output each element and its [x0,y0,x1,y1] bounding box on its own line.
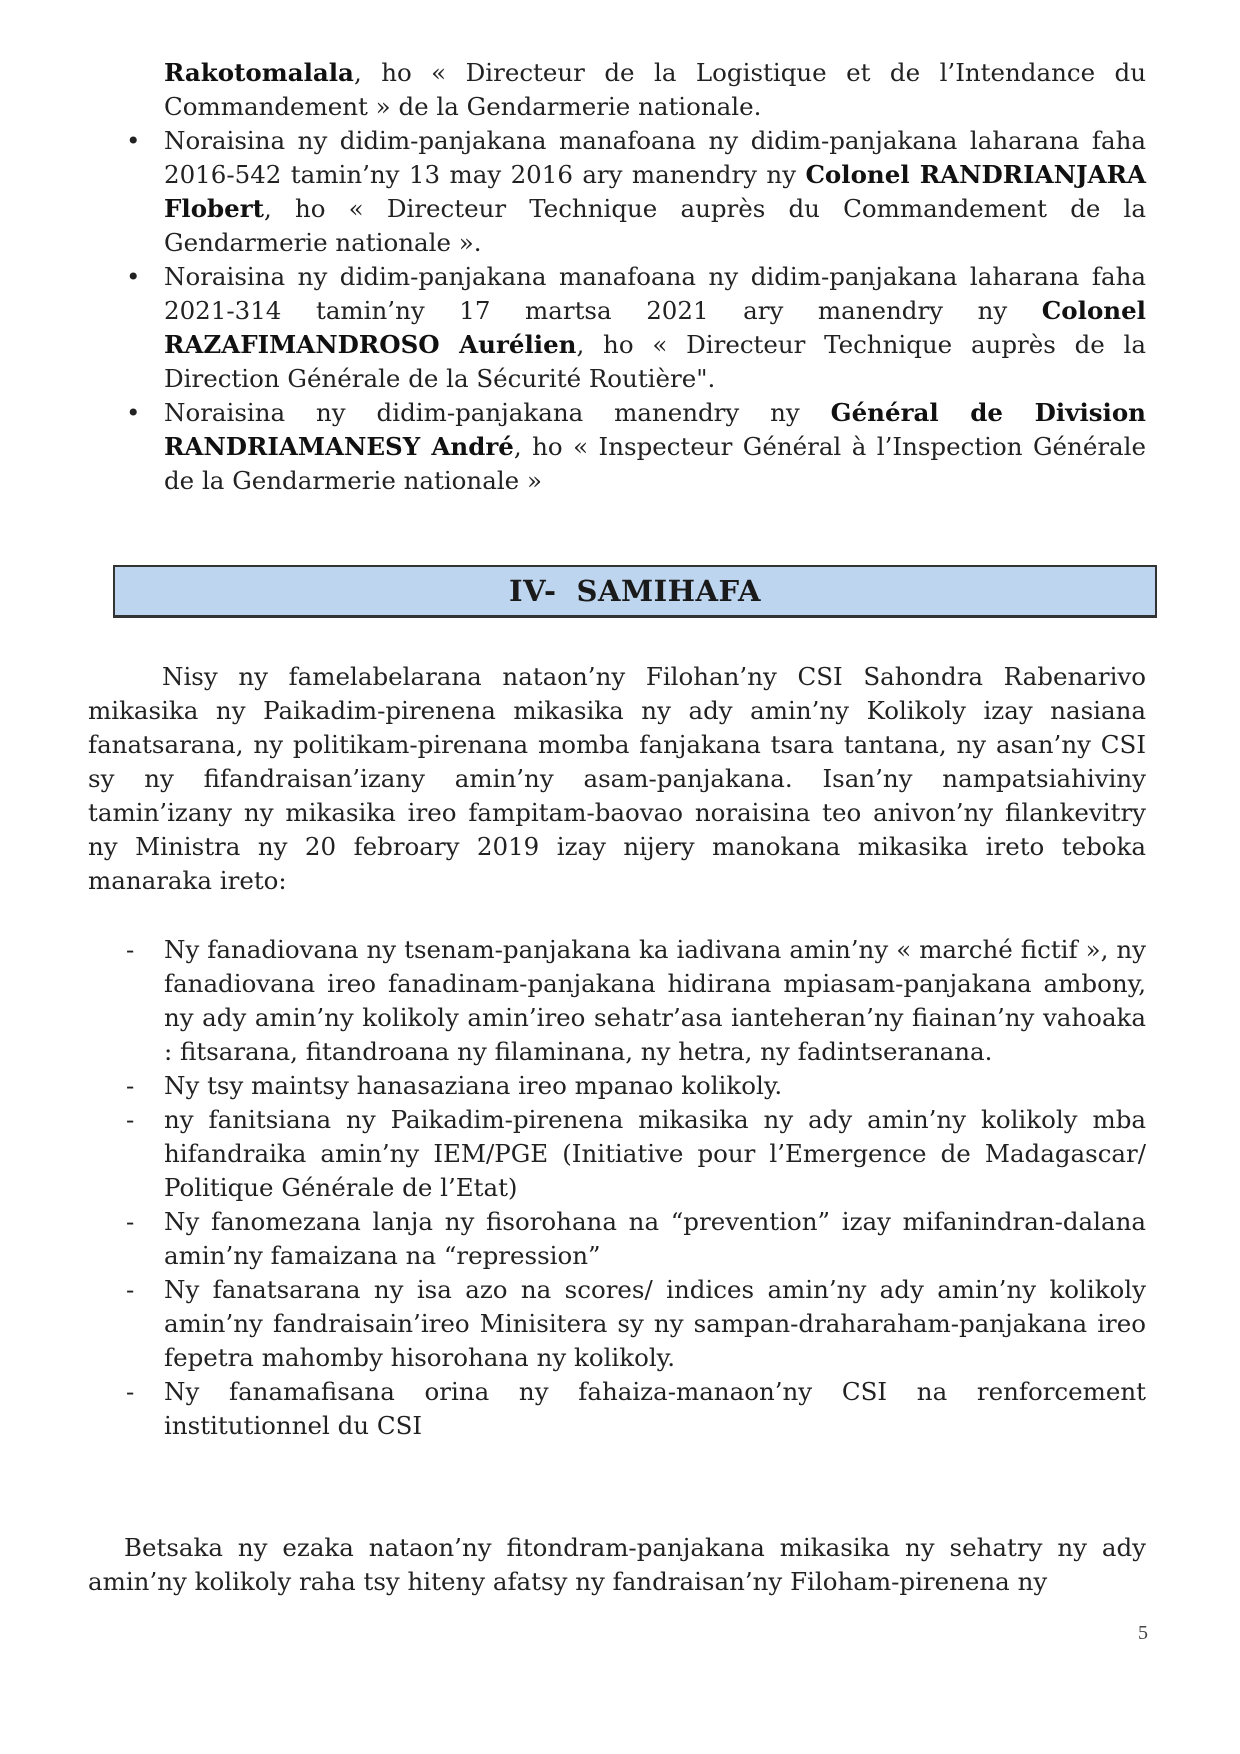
item-text: Ny fanadiovana ny tsenam-panjakana ka iadivana amin’ny « marché fictif », ny fanadiovana ireo fanadinam-panjakana hidirana mpiasam-panjakana ambony, ny ady amin’ny kolikoly amin’ireo sehatr’asa ianteheran’ny fiainan’ny vahoaka : fitsarana, fitandroana ny filaminana, ny hetra, ny fadintseranana. [164,935,1146,1066]
item-text: Noraisina ny didim-panjakana manendry ny [164,398,831,427]
list-item [120,124,1146,260]
bullet-icon: • [126,126,141,155]
list-item [120,56,1146,124]
item-text: Ny fanatsarana ny isa azo na scores/ indices amin’ny ady amin’ny kolikoly amin’ny fandraisain’ireo Minisitera sy ny sampan-draharaham-panjakana ireo fepetra mahomby hisorohana ny kolikoly. [164,1275,1146,1372]
dash-marker: - [126,935,135,964]
body-paragraph: Nisy ny famelabelarana nataon’ny Filohan’ny CSI Sahondra Rabenarivo mikasika ny Paikadim-pirenena mikasika ny ady amin’ny Kolikoly izay nasiana fanatsarana, ny politikam-pirenana momba fanjakana tsara tantana, ny asan’ny CSI sy ny fifandraisan’izany amin’ny asam-panjakana. Isan’ny nampatsiahiviny tamin’izany ny mikasika ireo fampitam-baovao noraisina teo anivon’ny filankevitry ny Ministra ny 20 febroary 2019 izay nijery manokana mikasika ireto teboka manaraka ireto: [88,662,1146,895]
page-number: 5 [1138,1622,1148,1644]
bold-name: Colonel RANDRIANJARA Flobert [164,160,1146,223]
list-item [120,933,1146,1069]
list-item [120,396,1146,498]
item-text: , ho « Directeur Technique auprès du Commandement de la Gendarmerie nationale ». [164,194,1146,257]
list-item [120,1273,1146,1375]
item-text: Ny fanamafisana orina ny fahaiza-manaon’ny CSI na renforcement institutionnel du CSI [164,1377,1146,1440]
item-text: ny fanitsiana ny Paikadim-pirenena mikasika ny ady amin’ny kolikoly mba hifandraika amin’ny IEM/PGE (Initiative pour l’Emergence de Madagascar/ Politique Générale de l’Etat) [164,1105,1146,1202]
dash-marker: - [126,1275,135,1304]
bullet-icon: • [126,262,141,291]
point-list [120,933,1146,1443]
item-text: , ho « Directeur Technique auprès de la Direction Générale de la Sécurité Routière". [164,330,1146,393]
list-item [120,1069,1146,1103]
bold-name: Rakotomalala [164,58,354,87]
item-text: Ny fanomezana lanja ny fisorohana na “prevention” izay mifanindran-dalana amin’ny famaizana na “repression” [164,1207,1146,1270]
list-item [120,260,1146,396]
item-text: Ny tsy maintsy hanasaziana ireo mpanao kolikoly. [164,1071,783,1100]
list-item [120,1205,1146,1273]
list-item [120,1103,1146,1205]
item-text: Noraisina ny didim-panjakana manafoana ny didim-panjakana laharana faha 2016-542 tamin’ny 13 may 2016 ary manendry ny [164,126,1146,189]
item-text: , ho « Inspecteur Général à l’Inspection Générale de la Gendarmerie nationale » [164,432,1146,495]
body-paragraph: Betsaka ny ezaka nataon’ny fitondram-panjakana mikasika ny sehatry ny ady amin’ny kolikoly raha tsy hiteny afatsy ny fandraisan’ny Filoham-pirenena ny [88,1533,1146,1596]
bold-name: Colonel RAZAFIMANDROSO Aurélien [164,296,1146,359]
item-text: , ho « Directeur de la Logistique et de l’Intendance du Commandement » de la Gendarmerie nationale. [164,58,1146,121]
appointment-list [120,56,1146,498]
item-text: Noraisina ny didim-panjakana manafoana ny didim-panjakana laharana faha 2021-314 tamin’ny 17 martsa 2021 ary manendry ny [164,262,1146,325]
bullet-icon: • [126,398,141,427]
bold-name: Général de Division RANDRIAMANESY André [164,398,1146,461]
dash-marker: - [126,1377,135,1406]
section-header [113,565,1157,618]
list-item [120,1375,1146,1443]
dash-marker: - [126,1207,135,1236]
dash-marker: - [126,1105,135,1134]
dash-marker: - [126,1071,135,1100]
section-number: IV- [509,574,557,608]
section-title: SAMIHAFA [576,574,761,608]
